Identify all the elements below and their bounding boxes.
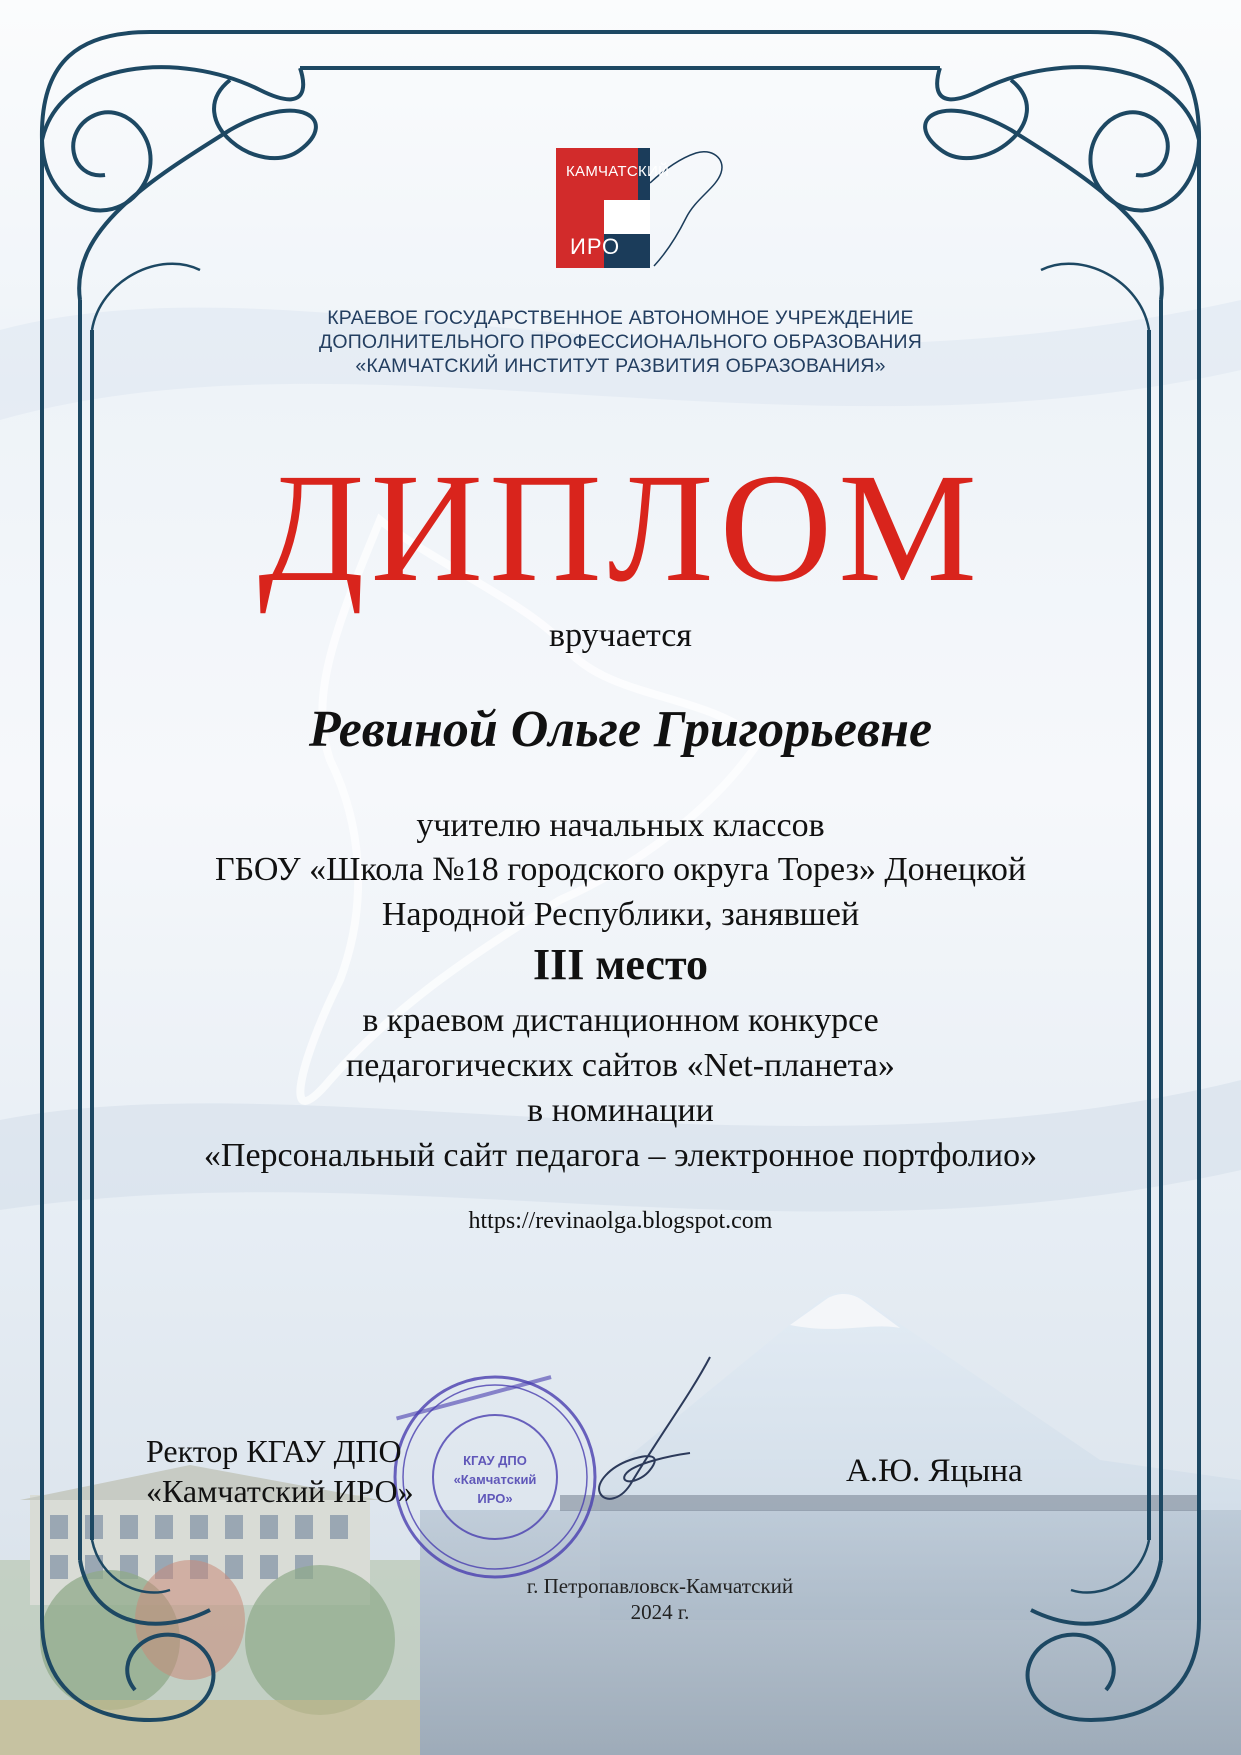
organization-line-1: КРАЕВОЕ ГОСУДАРСТВЕННОЕ АВТОНОМНОЕ УЧРЕЖДЕНИЕ <box>327 307 914 329</box>
signatory-name: А.Ю. Яцына <box>846 1453 1023 1489</box>
stamp-center-line-3: ИРО» <box>477 1491 513 1506</box>
body-line-3: Народной Республики, занявшей <box>381 896 860 933</box>
body-line-4: в краевом дистанционном конкурсе <box>362 1002 879 1039</box>
signatory-position-line-1: Ректор КГАУ ДПО <box>146 1433 402 1469</box>
body-line-2: ГБОУ «Школа №18 городского округа Торез» Донецкой <box>214 851 1027 888</box>
body-line-1: учителю начальных классов <box>416 807 825 844</box>
website-url: https://revinaolga.blogspot.com <box>468 1208 773 1234</box>
footer-year: 2024 г. <box>630 1600 690 1624</box>
place-award: III место <box>533 940 708 989</box>
stamp-center-line-2: «Камчатский <box>453 1472 537 1487</box>
organization-line-2: ДОПОЛНИТЕЛЬНОГО ПРОФЕССИОНАЛЬНОГО ОБРАЗОВАНИЯ <box>318 331 923 353</box>
footer-city: г. Петропавловск-Камчатский <box>526 1574 794 1598</box>
body-line-5: педагогических сайтов «Net-планета» <box>346 1047 895 1084</box>
body-line-6: в номинации <box>527 1092 714 1129</box>
diploma-title: ДИПЛОМ <box>258 441 983 614</box>
logo-text-top: КАМЧАТСКИЙ <box>566 163 670 180</box>
awarded-text: вручается <box>549 617 692 654</box>
signatory-position-line-2: «Камчатский ИРО» <box>146 1473 414 1509</box>
recipient-name: Ревиной Ольге Григорьевне <box>308 701 933 758</box>
body-line-7: «Персональный сайт педагога – электронное портфолио» <box>203 1137 1038 1174</box>
stamp-center-line-1: КГАУ ДПО <box>463 1453 527 1468</box>
handwritten-signature <box>590 1355 730 1505</box>
logo-text-bottom: ИРО <box>570 234 621 259</box>
organization-line-3: «КАМЧАТСКИЙ ИНСТИТУТ РАЗВИТИЯ ОБРАЗОВАНИЯ» <box>355 355 886 377</box>
